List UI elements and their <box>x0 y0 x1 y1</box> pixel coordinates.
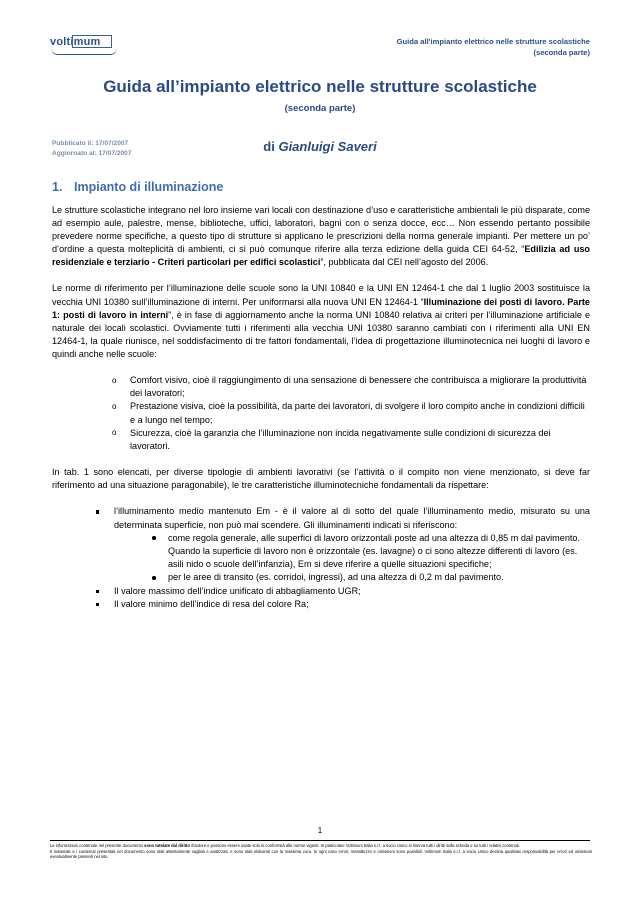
list-item-text: l’illuminamento medio mantenuto Em - è il valore al di sotto del quale l’illuminamento medio, misurato su una determinata superficie, non può mai scendere. Gli illuminamenti indicati si riferiscono: <box>114 506 590 530</box>
published-date: Pubblicato il: 17/07/2007 <box>52 140 129 147</box>
logo-swoosh-shape <box>51 48 117 55</box>
byline-prefix: di <box>263 139 279 154</box>
list-item <box>94 505 590 584</box>
page-title: Guida all’impianto elettrico nelle strutture scolastiche <box>103 77 537 96</box>
voltimum-logo <box>50 36 128 56</box>
updated-date: Aggiornato al: 17/07/2007 <box>52 149 132 157</box>
footer-line-1 <box>50 843 592 849</box>
footer-line-2: Il materiale e i contenuti presentati nel documento sono stati attentamente vagliati e analizzati, e sono stati elaborati con la massima cura. In ogni caso errori, inesattezze e omissioni sono possibili. Voltimum Italia s.r.l. a socio Unico declina qualsiasi responsabilità per errori ed omissioni eventualmente presenti nel sito. <box>50 848 592 860</box>
list-item: come regola generale, alle superfici di lavoro orizzontali poste ad una altezza di 0,85 m dal pavimento. Quando la superficie di lavoro non è orizzontale (es. lavagne) o ci sono altezze differenti di lavoro (es. asili nido o scuole dell’infanzia), Em si deve riferire a quelle situazioni specifiche; <box>150 532 590 572</box>
logo-text: voltimum <box>50 36 101 48</box>
paragraph-3: In tab. 1 sono elencati, per diverse tipologie di ambienti lavorativi (se l’attività o il compito non viene menzionato, si deve far riferimento ad una situazione paragonabile), le tre caratteristiche illuminotecniche fondamentali da rispettare: <box>52 467 590 491</box>
paragraph-1 <box>52 204 590 269</box>
page-subtitle: (seconda parte) <box>284 103 356 114</box>
author-byline <box>50 139 590 154</box>
paragraph-2-part-a: Le norme di riferimento per l’illuminazione delle scuole sono la UNI 10840 e la UNI EN 12464-1 che dal 1 luglio 2003 sostituisce la vecchia UNI 10380 sull’illuminazione di interni. Per uniformarsi alla nuova UNI EN 12464-1 “ <box>52 283 590 307</box>
three-factors-list <box>52 374 590 453</box>
author-name: Gianluigi Saveri <box>278 139 377 154</box>
page-number: 1 <box>317 826 323 835</box>
illuminance-sublist <box>114 532 590 585</box>
section-heading <box>52 180 223 194</box>
list-item: o Sicurezza, cioè la garanzia che l’illuminazione non incida negativamente sulle condizioni di sicurezza dei lavoratori. <box>112 427 590 453</box>
footer-disclaimer <box>50 843 592 860</box>
section-number: 1. <box>52 180 63 194</box>
running-header-line1: Guida all'impianto elettrico nelle strutture scolastiche <box>396 37 590 46</box>
list-item: o Comfort visivo, cioè il raggiungimento di una sensazione di benessere che contribuisca a migliorare la produttività dei lavoratori; <box>112 374 590 400</box>
paragraph-1-part-b: ”, pubblicata dal CEI nell’agosto del 2006. <box>320 257 489 268</box>
characteristics-list <box>52 505 590 611</box>
logo-box-shape <box>72 35 112 48</box>
footer-divider <box>50 840 590 841</box>
paragraph-1-part-a: Le strutture scolastiche integrano nel loro insieme vari locali con destinazione d’uso e caratteristiche ambientali le più disparate, come ad esempio aule, palestre, mense, biblioteche, uffici, laboratori, bagni con o senza docce, ecc… Non essendo pertanto possibile prevedere norme specifiche, a questo tipo di strutture si applicano le prescrizioni della norma generale impianti. Per mettere un po’ d’ordine a questa molteplicità di ambienti, ci si può comunque riferire alla terza edizione della guida CEI 64-52, “ <box>52 205 590 255</box>
list-item: Il valore minimo dell’indice di resa del colore Ra; <box>94 598 590 611</box>
list-item: o Prestazione visiva, cioè la possibilità, da parte dei lavoratori, di svolgere il loro compito anche in condizioni difficili e a lungo nel tempo; <box>112 400 590 426</box>
footer-line-1-part-b: d’autore e possono essere usate solo in conformità alle norme vigenti. In particolare Voltimum Italia s.r.l. a socio Unico si riserva tutti i diritti sulla scheda e su tutti i relativi contenuti. <box>189 843 521 848</box>
running-header-title <box>397 36 590 58</box>
paragraph-2-bold: Illuminazione dei posti di lavoro. Parte 1: posti di lavoro in interni <box>52 296 590 320</box>
footer-line-1-bold: sono tutelate dal diritto <box>144 843 190 848</box>
paragraph-1-bold: Edilizia ad uso residenziale e terziario - Criteri particolari per edifici scolastici <box>52 244 590 268</box>
running-header <box>50 36 590 58</box>
document-body <box>52 204 590 611</box>
paragraph-2-part-b: ”, è in fase di aggiornamento anche la norma UNI 10840 relativa ai criteri per l’illuminazione artificiale e naturale dei locali scolastici. Ovviamente tutti i riferimenti alla vecchia UNI 10380 saranno cambiati con i riferimenti alla UNI EN 12464-1, la quale riunisce, nel soddisfacimento di tre fattori fondamentali, l’idea di progettazione illuminotecnica nei luoghi di lavoro e quindi anche nelle scuole: <box>52 309 591 359</box>
section-heading-label: Impianto di illuminazione <box>74 180 224 194</box>
paragraph-2 <box>52 282 590 361</box>
list-item: per le aree di transito (es. corridoi, ingressi), ad una altezza di 0,2 m dal pavimento. <box>150 571 590 584</box>
running-header-line2: (seconda parte) <box>533 48 590 57</box>
list-item: Il valore massimo dell’indice unificato di abbagliamento UGR; <box>94 585 590 598</box>
footer-line-1-part-a: Le informazioni contenute nel presente documento <box>50 843 145 848</box>
